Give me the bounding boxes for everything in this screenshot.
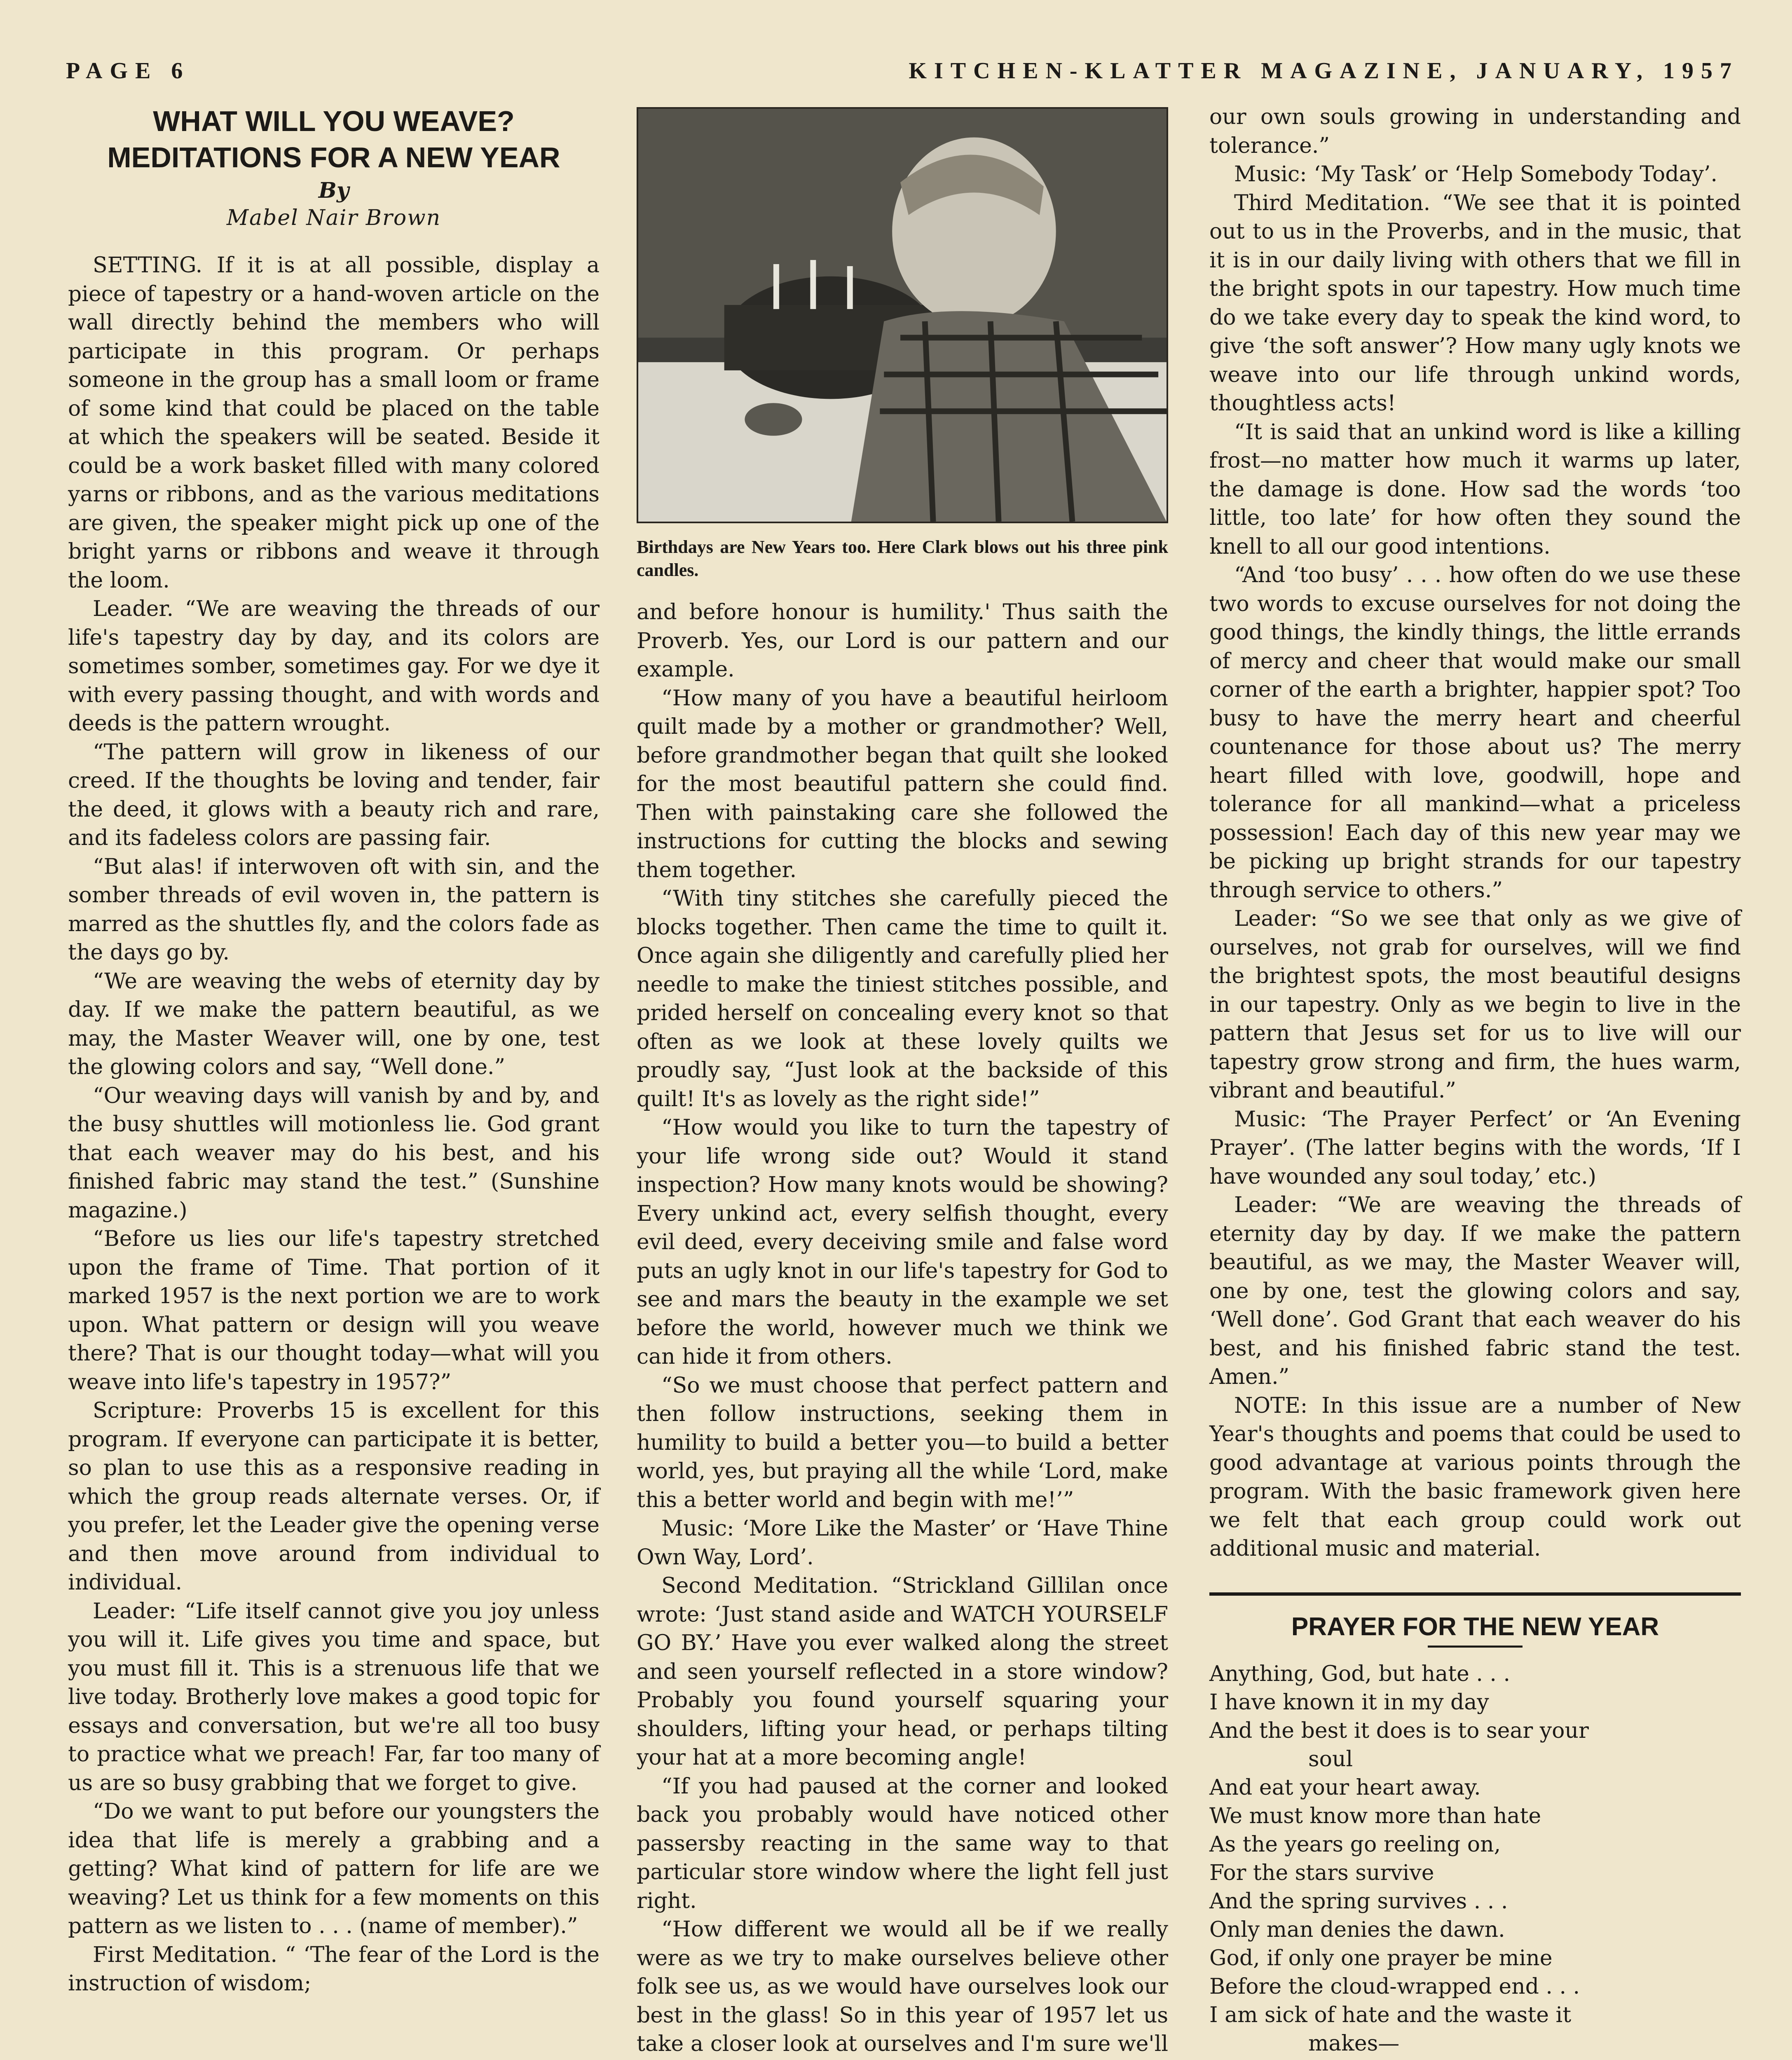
poem-line: And the best it does is to sear your [1209, 1718, 1589, 1743]
paragraph: “And ‘too busy’ . . . how often do we use these two words to excuse ourselves for not doing the good things, the kindly things, the little errands of mercy and cheer that would make our small corner of the earth a brighter, happier spot? Too busy to have the merry heart and cheerful countenance for those about us? The merry heart filled with love, goodwill, hope and tolerance for all mankind—what a priceless possession! Each day of this new year may we be picking up bright strands for our tapestry through service to others.” [1209, 563, 1741, 903]
paragraph: Leader: “So we see that only as we give of ourselves, not grab for ourselves, will we find the brightest spots, the most beautiful designs in our tapestry. Only as we begin to live in the pattern that Jesus set for us to live will our tapestry grow strong and firm, the hues warm, vibrant and beautiful.” [1209, 906, 1741, 1103]
poem-line: Only man denies the dawn. [1209, 1917, 1505, 1942]
column-2 [637, 103, 1168, 2060]
poem-line: God, if only one prayer be mine [1209, 1945, 1553, 1971]
birthday-photo [637, 107, 1168, 523]
paragraph: “With tiny stitches she carefully pieced the blocks together. Then came the time to quilt it. Once again she diligently and carefully plied her needle to make the tiniest stitches possible, and prided herself on concealing every knot so that often as we look at these lovely quilts we proudly say, “Just look at the backside of this quilt! It's as lovely as the right side!” [637, 886, 1168, 1112]
section-divider [1209, 1592, 1741, 1596]
paragraph: Music: ‘The Prayer Perfect’ or ‘An Evening Prayer’. (The latter begins with the words, ‘If I have wounded any soul today,’ etc.) [1209, 1107, 1741, 1189]
paragraph: “How would you like to turn the tapestry of your life wrong side out? Would it stand inspection? How many knots would be showing? Every unkind act, every selfish thought, every evil deed, every deceiving smile and false word puts an ugly knot in our life's tapestry for God to see and mars the beauty in the example we set before the world, however much we think we can hide it from others. [637, 1115, 1168, 1369]
paragraph: “Before us lies our life's tapestry stretched upon the frame of Time. That portion of it marked 1957 is the next portion we are to work upon. What pattern or design will you weave there? That is our thought today—what will you weave into life's tapestry in 1957?” [68, 1227, 600, 1395]
paragraph: “Our weaving days will vanish by and by, and the busy shuttles will motionless lie. God grant that each weaver may do his best, and his finished fabric may stand the test.” (Sunshine magazine.) [68, 1083, 600, 1223]
author-name: Mabel Nair Brown [226, 206, 441, 230]
paragraph: Leader: “Life itself cannot give you joy unless you will it. Life gives you time and space, but you must fill it. This is a strenuous life that we live today. Brotherly love makes a good topic for essays and conversation, but we're all too busy to practice what we preach! Far, far too many of us are so busy grabbing that we forget to give. [68, 1599, 600, 1795]
poem-line: Before the cloud-wrapped end . . . [1209, 1974, 1580, 1999]
paragraph: Third Meditation. “We see that it is pointed out to us in the Proverbs, and in the music, that it is in our daily living with others that we fill in the bright spots in our tapestry. How much time do we take every day to speak the kind word, to give ‘the soft answer’? How many ugly knots we weave into our life through unkind words, thoughtless acts! [1209, 190, 1741, 416]
paragraph: Music: ‘More Like the Master’ or ‘Have Thine Own Way, Lord’. [637, 1516, 1168, 1570]
article-title-line1: WHAT WILL YOU WEAVE? [153, 105, 515, 137]
paragraph: Second Meditation. “Strickland Gillilan once wrote: ‘Just stand aside and WATCH YOURSELF GO BY.’ Have you ever walked along the street and seen yourself reflected in a store window? Probably you found yourself squaring your shoulders, lifting your head, or perhaps tilting your hat at a more becoming angle! [637, 1573, 1168, 1770]
poem-line: As the years go reeling on, [1209, 1832, 1501, 1857]
paragraph: Leader. “We are weaving the threads of our life's tapestry day by day, and its colors are sometimes somber, sometimes gay. For we dye it with every passing thought, and with words and deeds is the pattern wrought. [68, 597, 600, 736]
paragraph: Leader: “We are weaving the threads of eternity day by day. If we make the pattern beautiful, as we may, the Master Weaver will, one by one, test the glowing colors and say, ‘Well done’. God Grant that each weaver do his best, and his finished fabric stand the test. Amen.” [1209, 1193, 1741, 1389]
paragraph: Music: ‘My Task’ or ‘Help Somebody Today’. [1234, 162, 1718, 187]
poem [1209, 1660, 1741, 2060]
column-1 [68, 103, 600, 1998]
page-number: PAGE 6 [66, 58, 190, 84]
paragraph: “How different we would all be if we really were as we try to make ourselves believe other folk see us, as we would have ourselves look our best in the glass! So in this year of 1957 let us take a closer look at ourselves and I'm sure we'll [637, 1917, 1168, 2056]
poem-title: PRAYER FOR THE NEW YEAR [1291, 1612, 1659, 1641]
paragraph: NOTE: In this issue are a number of New Year's thoughts and poems that could be used to good advantage at various points through the program. With the basic framework given here we felt that each group could work out additional music and material. [1209, 1393, 1741, 1561]
photo-caption: Birthdays are New Years too. Here Clark blows out his three pink candles. [637, 537, 1168, 580]
paragraph: “We are weaving the webs of eternity day by day. If we make the pattern beautiful, as we may, the Master Weaver will, one by one, test the glowing colors and say, “Well done.” [68, 969, 600, 1079]
paragraph: and before honour is humility.' Thus saith the Proverb. Yes, our Lord is our pattern and our example. [637, 600, 1168, 682]
poem-line: I am sick of hate and the waste it [1209, 2002, 1572, 2027]
poem-line: For the stars survive [1209, 1860, 1434, 1885]
poem-line: soul [1308, 1746, 1353, 1772]
poem-line: And eat your heart away. [1209, 1775, 1481, 1800]
article-title-line2: MEDITATIONS FOR A NEW YEAR [107, 141, 560, 173]
article-title [68, 103, 600, 176]
poem-line [1209, 2058, 1741, 2060]
paragraph: “But alas! if interwoven oft with sin, and the somber threads of evil woven in, the pattern is marred as the shuttles fly, and the colors fade as the days go by. [68, 854, 600, 965]
poem-line: We must know more than hate [1209, 1803, 1541, 1828]
poem-line: I have known it in my day [1209, 1690, 1489, 1715]
paragraph: “Do we want to put before our youngsters the idea that life is merely a grabbing and a getting? What kind of pattern for life are we weaving? Let us think for a few moments on this pattern as we listen to . . . (name of member).” [68, 1799, 600, 1938]
paragraph: “The pattern will grow in likeness of our creed. If the thoughts be loving and tender, fair the deed, it glows with a beauty rich and rare, and its fadeless colors are passing fair. [68, 740, 600, 850]
paragraph: “So we must choose that perfect pattern and then follow instructions, seeking them in humility to build a better you—to build a better world, yes, but praying all the while ‘Lord, make this a better world and begin with me!’” [637, 1373, 1168, 1512]
paragraph: Scripture: Proverbs 15 is excellent for this program. If everyone can participate it is better, so plan to use this as a responsive reading in which the group reads alternate verses. Or, if you prefer, let the Leader give the opening verse and then move around from individual to individual. [68, 1398, 600, 1595]
magazine-title-date: KITCHEN-KLATTER MAGAZINE, JANUARY, 1957 [909, 58, 1739, 84]
paragraph: First Meditation. “ ‘The fear of the Lord is the instruction of wisdom; [68, 1942, 600, 1996]
poem-line: makes— [1308, 2031, 1400, 2056]
photo-illustration [638, 109, 1167, 522]
poem-title-underline [1428, 1646, 1523, 1648]
paragraph: our own souls growing in understanding and tolerance.” [1209, 105, 1741, 158]
column-3 [1209, 103, 1741, 2060]
paragraph: “If you had paused at the corner and looked back you probably would have noticed other passersby reacting in the same way to that particular store window where the light fell just right. [637, 1774, 1168, 1913]
paragraph: “It is said that an unkind word is like a killing frost—no matter how much it warms up later, the damage is done. How sad the words ‘too little, too late’ for how often they sound the knell to all our good intentions. [1209, 419, 1741, 559]
paragraph: SETTING. If it is at all possible, display a piece of tapestry or a hand-woven article on the wall directly behind the members who will participate in this program. Or perhaps someone in the group has a small loom or frame of some kind that could be placed on the table at which the speakers will be seated. Beside it could be a work basket filled with many colored yarns or ribbons, and as the various meditations are given, the speaker might pick up one of the bright yarns or ribbons and weave it through the loom. [68, 253, 600, 593]
poem-line: Anything, God, but hate . . . [1209, 1661, 1511, 1686]
byline-by: By [318, 178, 349, 203]
paragraph: “How many of you have a beautiful heirloom quilt made by a mother or grandmother? Well, before grandmother began that quilt she looked for the most beautiful pattern she could find. Then with painstaking care she followed the instructions for cutting the blocks and sewing them together. [637, 686, 1168, 883]
poem-line: And the spring survives . . . [1209, 1889, 1508, 1914]
